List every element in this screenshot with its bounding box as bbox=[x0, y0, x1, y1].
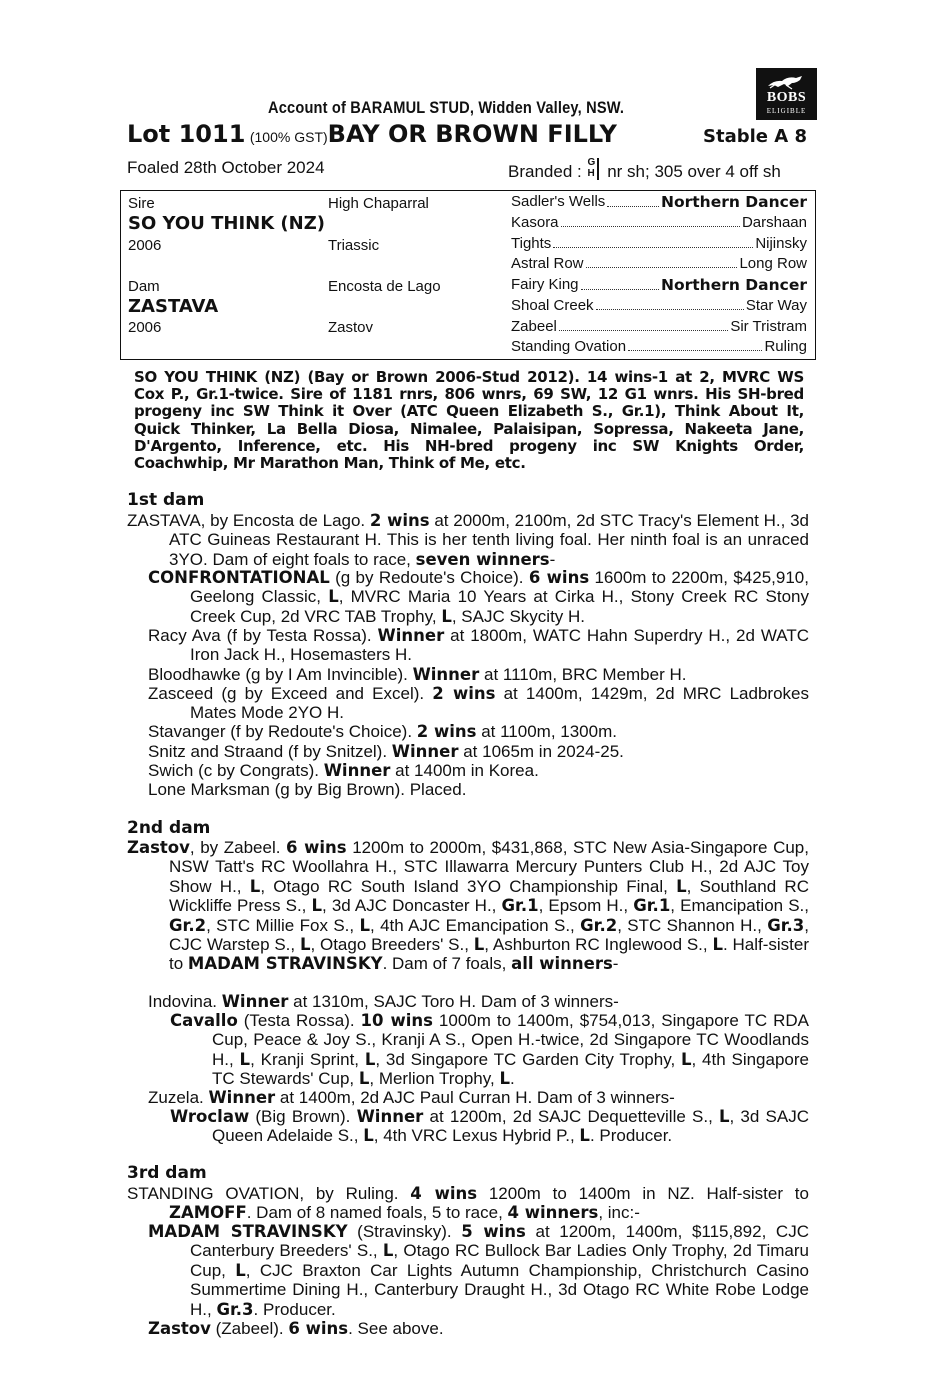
pedigree-table bbox=[120, 190, 816, 360]
ancestor-row bbox=[511, 297, 807, 314]
sire-name: SO YOU THINK (NZ) bbox=[128, 213, 325, 234]
progeny-entry: Zuzela. Winner at 1400m, 2d AJC Paul Curran H. Dam of 3 winners- bbox=[148, 1088, 675, 1107]
running-horse-icon bbox=[766, 74, 806, 90]
ancestor-sire: Shoal Creek bbox=[511, 297, 594, 314]
progeny-entry: Zasceed (g by Exceed and Excel). 2 wins at 1400m, 1429m, 2d MRC Ladbrokes Mates Mode 2YO H. bbox=[148, 684, 809, 723]
progeny-entry: Indovina. Winner at 1310m, SAJC Toro H. Dam of 3 winners- bbox=[148, 992, 619, 1011]
second-dam-text: Zastov, by Zabeel. 6 wins 1200m to 2000m, $431,868, STC New Asia-Singapore Cup, NSW Tatt's RC Woollahra H., STC Illawarra Mercury Punters Club H., 2d AJC Toy Show H., L, Otago RC South Island 3YO Championship Final, L, Southland RC Wickliffe Press S., L, 3d AJC Doncaster H., Gr.1, Epsom H., Gr.1, Emancipation S., Gr.2, STC Millie Fox S., L, 4th AJC Emancipation S., Gr.2, STC Shannon H., Gr.3, CJC Warstep S., L, Otago Breeders' S., L, Ashburton RC Inglewood S., L. Half-sister to MADAM STRAVINSKY. Dam of 7 foals, all winners- bbox=[127, 838, 810, 974]
grand-progeny-entry: Wroclaw (Big Brown). Winner at 1200m, 2d SAJC Dequetteville S., L, 3d SAJC Queen Adelaide S., L, 4th VRC Lexus Hybrid P., L. Producer. bbox=[170, 1107, 809, 1146]
grand-progeny-entry: Cavallo (Testa Rossa). 10 wins 1000m to 1400m, $754,013, Singapore TC RDA Cup, Peace & Joy S., Kranji A S., Open H.-twice, 2d Singapore TC Woodlands H., L, Kranji Sprint, L, 3d Singapore TC Garden City Trophy, L, 4th Singapore TC Stewards' Cup, L, Merlion Trophy, L. bbox=[170, 1011, 809, 1089]
dam-label: Dam bbox=[128, 278, 160, 295]
brand-bottom-letter: H bbox=[587, 168, 595, 179]
sire-summary: SO YOU THINK (NZ) (Bay or Brown 2006-Stud 2012). 14 wins-1 at 2, MVRC WS Cox P., Gr.1-twice. Sire of 1181 rnrs, 806 wnrs, 69 SW, 12 G1 wnrs. His SH-bred progeny inc SW Think it Over (ATC Queen Elizabeth S., Gr.1), Think About It, Quick Thinker, La Bella Diosa, Nimalee, Palaisipan, Sopressa, Nakeeta Jane, D'Argento, Inference, etc. His NH-bred progeny inc SW Knights Order, Coachwhip, Mr Marathon Man, Think of Me, etc. bbox=[134, 368, 804, 473]
brand-details: nr sh; 305 over 4 off sh bbox=[607, 162, 781, 181]
ancestor-row bbox=[511, 276, 807, 294]
branded-label: Branded : bbox=[508, 162, 582, 181]
progeny-entry: Lone Marksman (g by Big Brown). Placed. bbox=[148, 780, 467, 799]
ancestor-sire: Zabeel bbox=[511, 318, 557, 335]
sire-sire: High Chaparral bbox=[328, 195, 429, 212]
ancestor-sire: Kasora bbox=[511, 214, 559, 231]
third-dam-heading: 3rd dam bbox=[127, 1163, 207, 1183]
ancestor-row bbox=[511, 235, 807, 252]
brand-top-letter: G bbox=[587, 157, 596, 168]
ancestor-grandsire: Nijinsky bbox=[755, 235, 807, 252]
progeny-entry: Swich (c by Congrats). Winner at 1400m in Korea. bbox=[148, 761, 539, 780]
ancestor-sire: Tights bbox=[511, 235, 552, 252]
vendor-account: Account of BARAMUL STUD, Widden Valley, NSW. bbox=[268, 98, 625, 117]
logo-subtext: ELIGIBLE bbox=[766, 107, 807, 115]
ancestor-grandsire: Star Way bbox=[745, 297, 807, 314]
dam-sire: Encosta de Lago bbox=[328, 278, 441, 295]
ancestor-sire: Standing Ovation bbox=[511, 338, 627, 355]
horse-description: BAY OR BROWN FILLY bbox=[327, 120, 617, 148]
progeny-entry: MADAM STRAVINSKY (Stravinsky). 5 wins at 1200m, 1400m, $115,892, CJC Canterbury Breeders' S., L, Otago RC Bullock Bar Ladies Only Trophy, 2d Timaru Cup, L, CJC Braxton Car Lights Autumn Championship, Christchurch Casino Summertime Dining H., Canterbury Draught H., 3d Otago RC White Robe Lodge H., Gr.3. Producer. bbox=[148, 1222, 809, 1319]
progeny-entry: Snitz and Straand (f by Snitzel). Winner at 1065m in 2024-25. bbox=[148, 742, 624, 761]
second-dam-heading: 2nd dam bbox=[127, 818, 211, 838]
sire-label: Sire bbox=[128, 195, 155, 212]
foaled-date: Foaled 28th October 2024 bbox=[127, 158, 325, 177]
ancestor-grandsire: Ruling bbox=[764, 338, 807, 355]
first-dam-heading: 1st dam bbox=[127, 490, 205, 510]
lot-line bbox=[127, 120, 617, 148]
progeny-entry: Zastov (Zabeel). 6 wins. See above. bbox=[148, 1319, 444, 1338]
ancestor-grandsire: Northern Dancer bbox=[660, 276, 807, 294]
ancestor-row bbox=[511, 193, 807, 211]
logo-text: BOBS bbox=[766, 90, 807, 105]
ancestor-row bbox=[511, 338, 807, 355]
ancestor-grandsire: Sir Tristram bbox=[730, 318, 807, 335]
progeny-entry: Racy Ava (f by Testa Rossa). Winner at 1800m, WATC Hahn Superdry H., 2d WATC Iron Jack H., Hosemasters H. bbox=[148, 626, 809, 665]
first-dam-text: ZASTAVA, by Encosta de Lago. 2 wins at 2000m, 2100m, 2d STC Tracy's Element H., 3d ATC Guineas Restaurant H. This is her tenth living foal. Her ninth foal is an unraced 3YO. Dam of eight foals to race, seven winners- bbox=[127, 511, 809, 569]
brand-mark-icon bbox=[587, 158, 601, 180]
stable-location: Stable A 8 bbox=[703, 126, 807, 147]
lot-number: Lot 1011 bbox=[127, 120, 246, 148]
progeny-entry: CONFRONTATIONAL (g by Redoute's Choice). 6 wins 1600m to 2200m, $425,910, Geelong Classic, L, MVRC Maria 10 Years at Cirka H., Stony Creek RC Stony Creek Cup, 2d VRC TAB Trophy, L, SAJC Skycity H. bbox=[148, 568, 810, 626]
third-dam-text: STANDING OVATION, by Ruling. 4 wins 1200m to 1400m in NZ. Half-sister to ZAMOFF. Dam of 8 named foals, 5 to race, 4 winners, inc:- bbox=[127, 1184, 809, 1223]
ancestor-sire: Sadler's Wells bbox=[511, 193, 606, 210]
dam-dam: Zastov bbox=[328, 319, 374, 336]
bobs-eligible-logo bbox=[756, 68, 817, 120]
ancestor-grandsire: Long Row bbox=[739, 255, 807, 272]
progeny-entry: Bloodhawke (g by I Am Invincible). Winner at 1110m, BRC Member H. bbox=[148, 665, 687, 684]
gst-note: (100% GST) bbox=[249, 129, 328, 145]
brand-info bbox=[508, 158, 781, 182]
sire-dam: Triassic bbox=[328, 237, 380, 254]
progeny-entry: Stavanger (f by Redoute's Choice). 2 wins at 1100m, 1300m. bbox=[148, 722, 617, 741]
dam-name: ZASTAVA bbox=[128, 296, 219, 317]
ancestor-row bbox=[511, 214, 807, 231]
dam-year: 2006 bbox=[128, 319, 162, 336]
ancestor-sire: Fairy King bbox=[511, 276, 579, 293]
ancestor-row bbox=[511, 318, 807, 335]
sire-year: 2006 bbox=[128, 237, 162, 254]
ancestor-sire: Astral Row bbox=[511, 255, 584, 272]
ancestor-grandsire: Northern Dancer bbox=[660, 193, 807, 211]
ancestor-row bbox=[511, 255, 807, 272]
ancestor-grandsire: Darshaan bbox=[741, 214, 807, 231]
